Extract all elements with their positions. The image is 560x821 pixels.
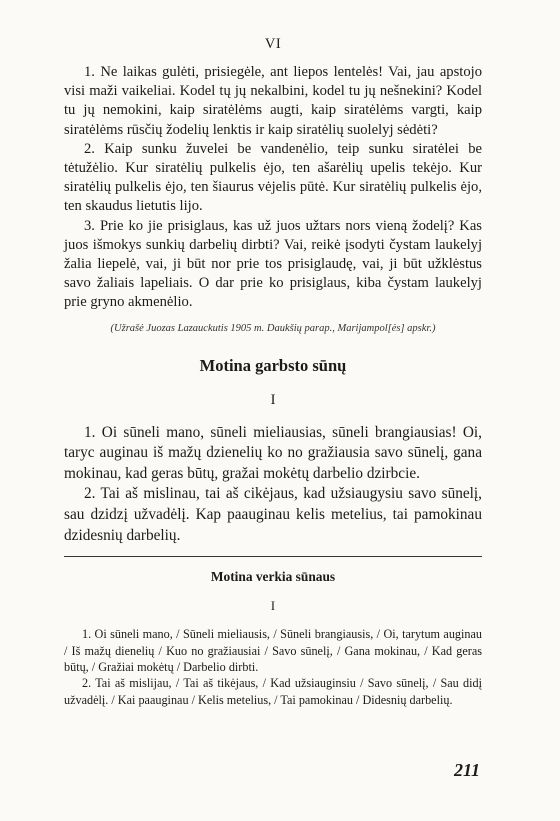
sub-section-roman: I	[270, 599, 276, 614]
paragraph-2: 2. Kaip sunku žuvelei be vandenėlio, teip sunku siratėlei be tėtužėlio. Kur siratėlių pulkelis ėjo, ten ašarėlių upelis tekėjo. Kur siratėlių pulkelis ėjo, ten šiaurus vėjelis pūtė. Kur siratėlių pulkelis ėjo, ten skaudus lietutis lijo.	[64, 140, 482, 215]
paragraph-1: 1. Ne laikas gulėti, prisiegėle, ant liepos lentelės! Vai, jau apstojo visi maži vaikeliai. Kodel tų jų nekalbini, kodel tu jų nešnekini? Kodel tu jų nemokini, kaip siratėlėms augti, kaip siratėlėms vargti, kaip siratėlėms rūsčių žodelių lenktis ir kaip siratėlių suolelyj sėdėti?	[64, 64, 482, 138]
book-page	[64, 36, 482, 708]
paragraph-3: 3. Prie ko jie prisiglaus, kas už juos užtars nors vieną žodelį? Kas juos išmokys sunkių darbelių dirbti? Vai, reikė įsodyti čystam laukelyj žalia liepelė, vai, ji būt nor prie tos prisiglaudę, vai, ji būt užklėstus savo žaliais lapeliais. O dar prie ko prisiglaus, kiba čystam laukelyj prie gryno akmenėlio.	[64, 217, 482, 311]
chapter-title: Motina garbsto sūnų	[199, 355, 347, 375]
main-paragraph-1: 1. Oi sūneli mano, sūneli mieliausias, sūneli brangiausias! Oi, taryc auginau iš mažų dzienelių ko no gražiausia savo sūnelį, gana mokinau, kad geras būtų, gražai mokėtų darbelio dzirbcie.	[64, 423, 482, 482]
sub-title: Motina verkia sūnaus	[210, 569, 336, 585]
source-note: (Užrašė Juozas Lazauckutis 1905 m. Daukšių parap., Marijampol[ės] apskr.)	[110, 322, 436, 334]
section-roman: I	[270, 391, 276, 408]
section-mark: VI	[264, 36, 282, 52]
sub-paragraph-2: 2. Tai aš mislijau, / Tai aš tikėjaus, / Kad užsiauginsiu / Savo sūnelį, / Sau didį užvadėlį. / Kai paauginau / Kelis metelius, / Tai pamokinau / Didesnių darbelių.	[64, 676, 482, 707]
divider-rule	[64, 556, 482, 557]
main-paragraph-2: 2. Tai aš mislinau, tai aš cikėjaus, kad užsiaugysiu savo sūnelį, sau dzidzį užvadėlį. Kap paauginau kelis metelius, tai pamokinau dzidesnių darbelių.	[64, 485, 482, 544]
page-number: 211	[453, 760, 480, 780]
sub-paragraph-1: 1. Oi sūneli mano, / Sūneli mieliausis, / Sūneli brangiausis, / Oi, tarytum auginau / Iš mažų dienelių / Kuo no gražiausiai / Savo sūnelį, / Gana mokinau, / Kad geras būtų, / Gražiai mokėtų / Darbelio dirbti.	[64, 627, 482, 675]
